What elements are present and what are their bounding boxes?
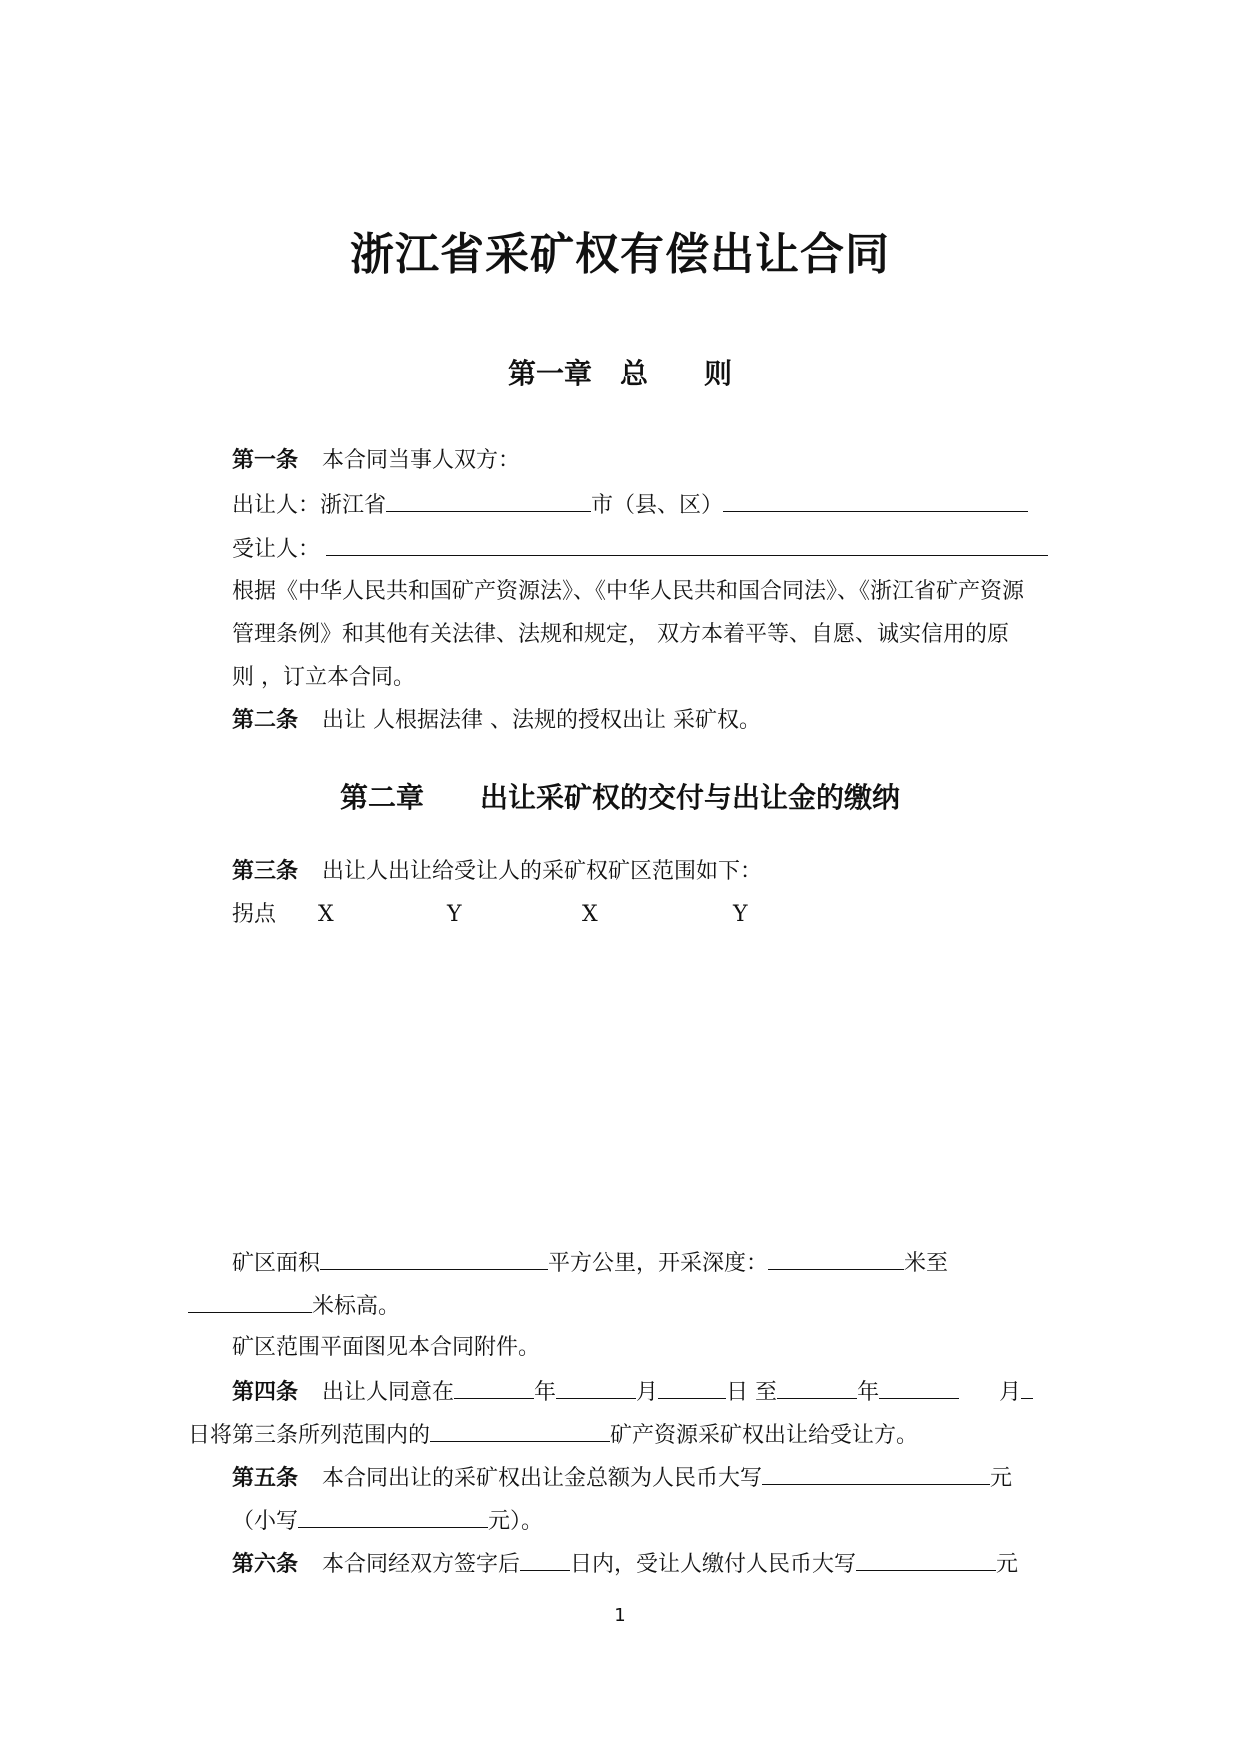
article-5-small bbox=[232, 1505, 543, 1537]
article-1-label: 第一条 bbox=[232, 448, 299, 473]
article-4 bbox=[232, 1376, 1033, 1408]
article-2 bbox=[232, 706, 761, 736]
basis-line-3: 则 ，订立本合同。 bbox=[232, 665, 415, 690]
article-1 bbox=[232, 446, 520, 476]
coord-y1: Y bbox=[447, 902, 462, 927]
article-4-text: 出让人同意在 bbox=[322, 1380, 455, 1405]
depth-to-blank[interactable] bbox=[188, 1290, 312, 1313]
day-to-label: 日 至 bbox=[726, 1380, 778, 1405]
coord-x1: X bbox=[318, 902, 334, 927]
map-note: 矿区范围平面图见本合同附件。 bbox=[232, 1335, 541, 1360]
city-blank[interactable] bbox=[386, 489, 591, 512]
article-2-text: 出让 人根据法律 、法规的授权出让 采矿权。 bbox=[322, 708, 761, 733]
year-label-1: 年 bbox=[534, 1380, 557, 1405]
area-line-2 bbox=[188, 1290, 400, 1322]
transferee-line bbox=[232, 533, 1048, 565]
month-label-2: 月 bbox=[999, 1380, 1022, 1405]
transferee-blank[interactable] bbox=[326, 533, 1048, 556]
coord-point-label: 拐点 bbox=[232, 902, 277, 927]
days-blank[interactable] bbox=[520, 1548, 570, 1571]
article-6 bbox=[232, 1548, 1018, 1580]
area-label: 矿区面积 bbox=[232, 1251, 321, 1276]
article-5 bbox=[232, 1462, 1012, 1494]
document-title: 浙江省采矿权有偿出让合同 bbox=[350, 229, 890, 280]
article-5-small-end: 元）。 bbox=[488, 1509, 544, 1534]
month-label-1: 月 bbox=[636, 1380, 659, 1405]
chapter-1-heading: 第一章 总 则 bbox=[507, 357, 732, 390]
article-6-text-2: 日内，受让人缴付人民币大写 bbox=[570, 1552, 857, 1577]
article-2-label: 第二条 bbox=[232, 708, 299, 733]
article-4-cont bbox=[188, 1419, 918, 1451]
district-blank[interactable] bbox=[723, 489, 1028, 512]
article-5-small-label: （小写 bbox=[232, 1509, 299, 1534]
transferor-mid: 市（县、区） bbox=[591, 493, 724, 518]
article-5-label: 第五条 bbox=[232, 1466, 299, 1491]
transferor-label: 出让人：浙江省 bbox=[232, 493, 387, 518]
coord-y2: Y bbox=[733, 902, 748, 927]
article-3-text: 出让人出让给受让人的采矿权矿区范围如下： bbox=[322, 859, 763, 884]
page-number: 1 bbox=[614, 1605, 626, 1626]
area-blank[interactable] bbox=[320, 1247, 548, 1270]
transferee-label: 受让人： bbox=[232, 537, 321, 562]
article-5-text: 本合同出让的采矿权出让金总额为人民币大写 bbox=[322, 1466, 763, 1491]
article-3 bbox=[232, 857, 762, 887]
end-month-blank[interactable] bbox=[879, 1376, 959, 1399]
article-6-text: 本合同经双方签字后 bbox=[322, 1552, 521, 1577]
mineral-blank[interactable] bbox=[430, 1419, 610, 1442]
start-day-blank[interactable] bbox=[658, 1376, 726, 1399]
area-line bbox=[232, 1247, 948, 1279]
basis-line-1: 根据《中华人民共和国矿产资源法》、《中华人民共和国合同法》、《浙江省矿产资源 bbox=[232, 579, 1025, 604]
article-4-label: 第四条 bbox=[232, 1380, 299, 1405]
basis-line-2: 管理条例》和其他有关法律、法规和规定， 双方本着平等、自愿、诚实信用的原 bbox=[232, 622, 1009, 647]
end-year-blank[interactable] bbox=[777, 1376, 857, 1399]
coords-header bbox=[232, 900, 276, 930]
transferor-line bbox=[232, 489, 1028, 521]
article-6-yuan: 元 bbox=[996, 1552, 1019, 1577]
area-depth-label: 平方公里，开采深度： bbox=[548, 1251, 769, 1276]
fee-uppercase-blank[interactable] bbox=[762, 1462, 990, 1485]
article-4-cont-text: 日将第三条所列范围内的 bbox=[188, 1423, 431, 1448]
article-3-label: 第三条 bbox=[232, 859, 299, 884]
chapter-2-heading: 第二章 出让采矿权的交付与出让金的缴纳 bbox=[339, 781, 900, 814]
start-year-blank[interactable] bbox=[454, 1376, 534, 1399]
area-elevation-label: 米标高。 bbox=[312, 1294, 401, 1319]
end-day-blank[interactable] bbox=[1021, 1376, 1033, 1399]
fee-lowercase-blank[interactable] bbox=[298, 1505, 488, 1528]
article-4-end-text: 矿产资源采矿权出让给受让方。 bbox=[610, 1423, 919, 1448]
coord-x2: X bbox=[582, 902, 598, 927]
start-month-blank[interactable] bbox=[556, 1376, 636, 1399]
article-1-text: 本合同当事人双方： bbox=[322, 448, 521, 473]
depth-from-blank[interactable] bbox=[768, 1247, 904, 1270]
article-5-yuan: 元 bbox=[990, 1466, 1013, 1491]
payment-uppercase-blank[interactable] bbox=[856, 1548, 996, 1571]
article-6-label: 第六条 bbox=[232, 1552, 299, 1577]
year-label-2: 年 bbox=[857, 1380, 880, 1405]
area-to-label: 米至 bbox=[904, 1251, 949, 1276]
